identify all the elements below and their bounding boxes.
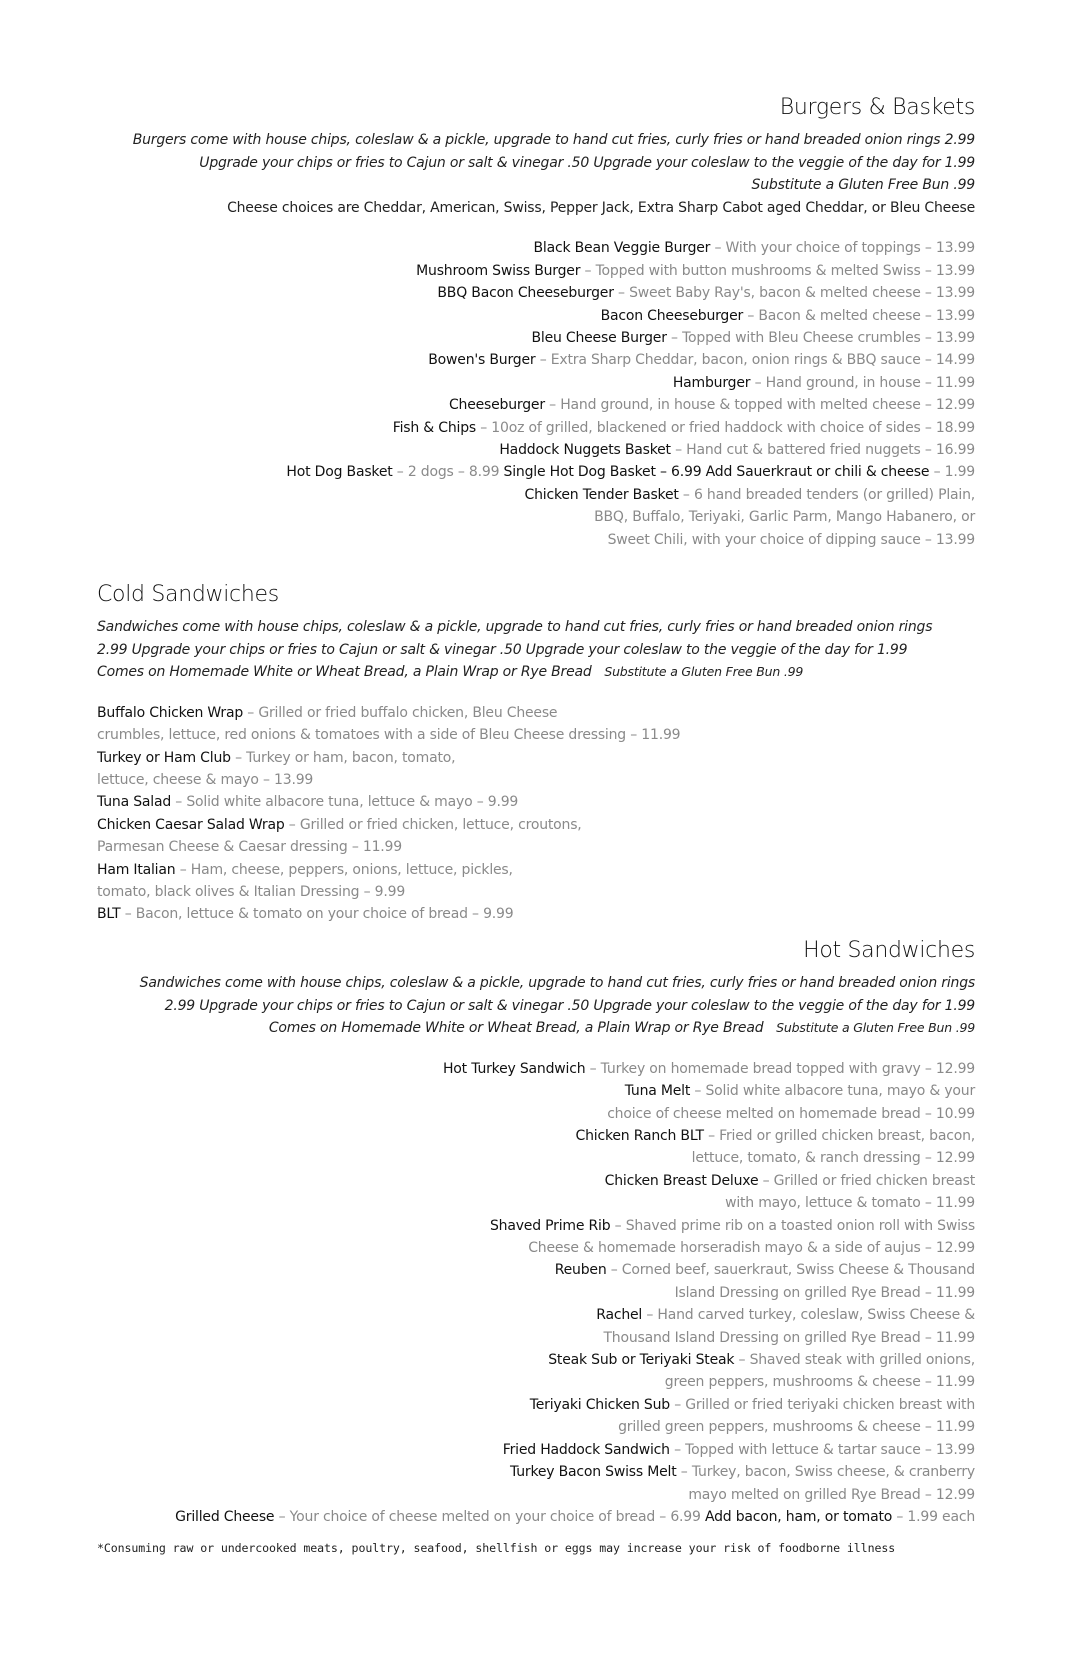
item-desc: – Solid white albacore tuna, mayo & your [690,1083,975,1100]
menu-item [90,1058,975,1080]
item-desc: – Shaved steak with grilled onions, [734,1352,975,1369]
item-desc: – Hand carved turkey, coleslaw, Swiss Cheese & [642,1307,975,1324]
hot-note-2: 2.99 Upgrade your chips or fries to Cajun or salt & vinegar .50 Upgrade your coleslaw to the veggie of the day for 1.99 [164,997,975,1014]
burgers-note-3: Substitute a Gluten Free Bun .99 [751,177,975,194]
menu-item [90,394,975,416]
menu-item [90,305,975,327]
item-desc: – Turkey, bacon, Swiss cheese, & cranberry [676,1464,975,1481]
hot-items [90,1058,975,1529]
menu-item [90,1349,975,1371]
item-desc-cont: lettuce, cheese & mayo – 13.99 [97,772,314,788]
menu-item [97,859,977,881]
item-desc: – Fried or grilled chicken breast, bacon, [703,1128,975,1144]
bread-note: Comes on Homemade White or Wheat Bread, a Plain Wrap or Rye Bread [268,1020,764,1037]
item-desc-cont: mayo melted on grilled Rye Bread – 12.99 [688,1486,975,1503]
hot-note-3 [90,1017,975,1040]
burgers-title: Burgers & Baskets [779,95,975,120]
item-name: Tuna Melt [624,1083,691,1100]
item-desc: – Corned beef, sauerkraut, Swiss Cheese & Thousand [606,1262,975,1279]
foodborne-illness-disclaimer: *Consuming raw or undercooked meats, poultry, seafood, shellfish or eggs may increase your risk of foodborne illness [97,1541,896,1555]
item-name: Steak Sub or Teriyaki Steak [548,1352,735,1369]
menu-item [90,260,975,282]
item-desc: – Ham, cheese, peppers, onions, lettuce, pickles, [175,861,513,878]
cold-note-2: 2.99 Upgrade your chips or fries to Cajun or salt & vinegar .50 Upgrade your coleslaw to the veggie of the day for 1.99 [97,641,908,658]
item-desc: – Grilled or fried chicken breast [758,1172,975,1189]
item-name: Buffalo Chicken Wrap [97,704,244,721]
item-name: Black Bean Veggie Burger [533,240,711,257]
item-name: Single Hot Dog Basket – 6.99 Add Sauerkraut or chili & cheese [503,464,930,481]
item-name: Add bacon, ham, or tomato [704,1508,893,1525]
item-name: Bacon Cheeseburger [600,307,744,324]
item-desc: – 10oz of grilled, blackened or fried haddock with choice of sides – 18.99 [475,419,975,436]
item-desc: – Topped with lettuce & tartar sauce – 13.99 [669,1441,975,1458]
item-desc-cont: Sweet Chili, with your choice of dipping sauce – 13.99 [607,531,975,548]
item-name: Hot Turkey Sandwich [442,1060,586,1077]
bread-note: Comes on Homemade White or Wheat Bread, a Plain Wrap or Rye Bread [97,664,592,681]
menu-item [90,327,975,349]
menu-item [90,1215,975,1237]
item-desc: – 6 hand breaded tenders (or grilled) Plain, [678,486,975,503]
item-name: Shaved Prime Rib [489,1217,611,1234]
cold-note-3 [97,661,977,684]
item-desc: – Turkey or ham, bacon, tomato, [230,749,456,766]
hot-note-1: Sandwiches come with house chips, coleslaw & a pickle, upgrade to hand cut fries, curly fries or hand breaded onion rings [139,975,975,991]
hot-title: Hot Sandwiches [803,938,975,963]
item-name: Grilled Cheese [175,1508,275,1525]
item-name: BLT [97,906,121,923]
menu-item [90,1259,975,1281]
item-desc-cont: lettuce, tomato, & ranch dressing – 12.99 [691,1150,975,1167]
burgers-items [90,237,975,551]
item-desc: – Shaved prime rib on a toasted onion roll with Swiss [610,1217,975,1234]
item-desc: – With your choice of toppings – 13.99 [710,240,975,257]
item-desc: – Bacon, lettuce & tomato on your choice of bread – 9.99 [120,906,514,923]
menu-item [90,1394,975,1416]
item-desc-cont: grilled green peppers, mushrooms & cheese – 11.99 [618,1419,975,1436]
item-desc-cont: Thousand Island Dressing on grilled Rye Bread – 11.99 [603,1329,975,1346]
item-desc: – Grilled or fried teriyaki chicken breast with [669,1396,975,1413]
burgers-note-2: Upgrade your chips or fries to Cajun or salt & vinegar .50 Upgrade your coleslaw to the veggie of the day for 1.99 [199,154,975,171]
menu-item [90,417,975,439]
item-name: Cheeseburger [448,397,545,414]
burgers-note-1: Burgers come with house chips, coleslaw & a pickle, upgrade to hand cut fries, curly fries or hand breaded onion rings 2.99 [132,132,975,148]
item-name: Fried Haddock Sandwich [502,1441,670,1458]
item-name: Turkey Bacon Swiss Melt [510,1464,677,1481]
item-name: Tuna Salad [97,794,172,811]
menu-item [90,439,975,461]
item-desc-cont: BBQ, Buffalo, Teriyaki, Garlic Parm, Mango Habanero, or [594,509,975,526]
burgers-section [90,93,975,551]
menu-item [97,747,977,769]
menu-item [90,1170,975,1192]
item-name: Chicken Tender Basket [524,486,679,503]
menu-item [90,1439,975,1461]
item-desc: – 1.99 each [892,1508,975,1525]
item-desc-cont: Cheese & homemade horseradish mayo & a side of aujus – 12.99 [528,1240,975,1257]
menu-item [90,1304,975,1326]
cold-section [97,580,977,926]
item-name: Teriyaki Chicken Sub [529,1396,670,1413]
item-desc: – Hand ground, in house – 11.99 [750,374,975,391]
item-name: Bowen's Burger [428,352,536,369]
item-name: Hamburger [672,374,751,391]
menu-item [97,702,977,724]
item-name: Ham Italian [97,861,176,878]
item-desc-cont: Parmesan Cheese & Caesar dressing – 11.99 [97,839,402,856]
menu-item-chicken-tender [90,484,975,506]
item-name: BBQ Bacon Cheeseburger [437,285,614,302]
item-desc-cont: tomato, black olives & Italian Dressing – 9.99 [97,884,406,901]
item-desc-cont: Island Dressing on grilled Rye Bread – 11.99 [674,1284,975,1301]
item-desc: – Your choice of cheese melted on your choice of bread – 6.99 [274,1508,705,1525]
item-name: Rachel [596,1307,643,1324]
item-desc: – Topped with button mushrooms & melted Swiss – 13.99 [580,262,975,279]
item-name: Mushroom Swiss Burger [416,262,581,279]
menu-item [90,372,975,394]
menu-item-hotdog [90,461,975,483]
item-desc-cont: green peppers, mushrooms & cheese – 11.99 [664,1374,975,1391]
menu-item [97,791,977,813]
item-desc-cont: choice of cheese melted on homemade bread – 10.99 [607,1105,975,1122]
item-name: Haddock Nuggets Basket [499,442,671,459]
item-desc: – Sweet Baby Ray's, bacon & melted cheese – 13.99 [613,285,975,302]
item-name: Chicken Breast Deluxe [604,1172,759,1189]
item-name: Bleu Cheese Burger [531,330,667,346]
item-desc: – Grilled or fried buffalo chicken, Bleu Cheese [243,704,558,721]
gluten-free-note: Substitute a Gluten Free Bun .99 [604,664,804,680]
item-desc: – Grilled or fried chicken, lettuce, croutons, [284,816,582,833]
item-desc: – Hand cut & battered fried nuggets – 16.99 [670,442,975,459]
menu-item [90,349,975,371]
cheese-choices-note: Cheese choices are Cheddar, American, Swiss, Pepper Jack, Extra Sharp Cabot aged Cheddar, or Bleu Cheese [227,199,975,216]
item-desc: – 1.99 [929,464,975,481]
menu-item [90,282,975,304]
cold-items [97,702,977,926]
item-name: Chicken Caesar Salad Wrap [97,816,285,833]
item-name: Fish & Chips [392,419,476,436]
cold-title: Cold Sandwiches [97,582,279,607]
menu-item [90,1461,975,1483]
menu-item-grilled-cheese [90,1506,975,1528]
item-name: Reuben [554,1262,607,1279]
menu-item [90,1080,975,1102]
cold-note-1: Sandwiches come with house chips, coleslaw & a pickle, upgrade to hand cut fries, curly fries or hand breaded onion rings [97,619,933,635]
item-desc: – 2 dogs – 8.99 [392,464,504,481]
item-name: Turkey or Ham Club [97,749,231,766]
item-desc: – Bacon & melted cheese – 13.99 [743,307,975,324]
hot-section [90,936,975,1528]
item-desc: – Solid white albacore tuna, lettuce & mayo – 9.99 [171,794,519,811]
item-desc: – Topped with Bleu Cheese crumbles – 13.99 [666,330,975,346]
menu-item [90,237,975,259]
item-desc-cont: crumbles, lettuce, red onions & tomatoes with a side of Bleu Cheese dressing – 11.99 [97,727,681,744]
item-desc-cont: with mayo, lettuce & tomato – 11.99 [725,1195,975,1212]
menu-item [97,814,977,836]
item-name: Chicken Ranch BLT [575,1128,704,1144]
gluten-free-note: Substitute a Gluten Free Bun .99 [776,1020,975,1036]
item-desc: – Extra Sharp Cheddar, bacon, onion rings & BBQ sauce – 14.99 [535,352,975,369]
item-desc: – Hand ground, in house & topped with melted cheese – 12.99 [544,397,975,414]
item-name: Hot Dog Basket [286,464,393,481]
menu-item [90,1125,975,1147]
menu-item [97,903,977,925]
item-desc: – Turkey on homemade bread topped with gravy – 12.99 [585,1060,975,1077]
